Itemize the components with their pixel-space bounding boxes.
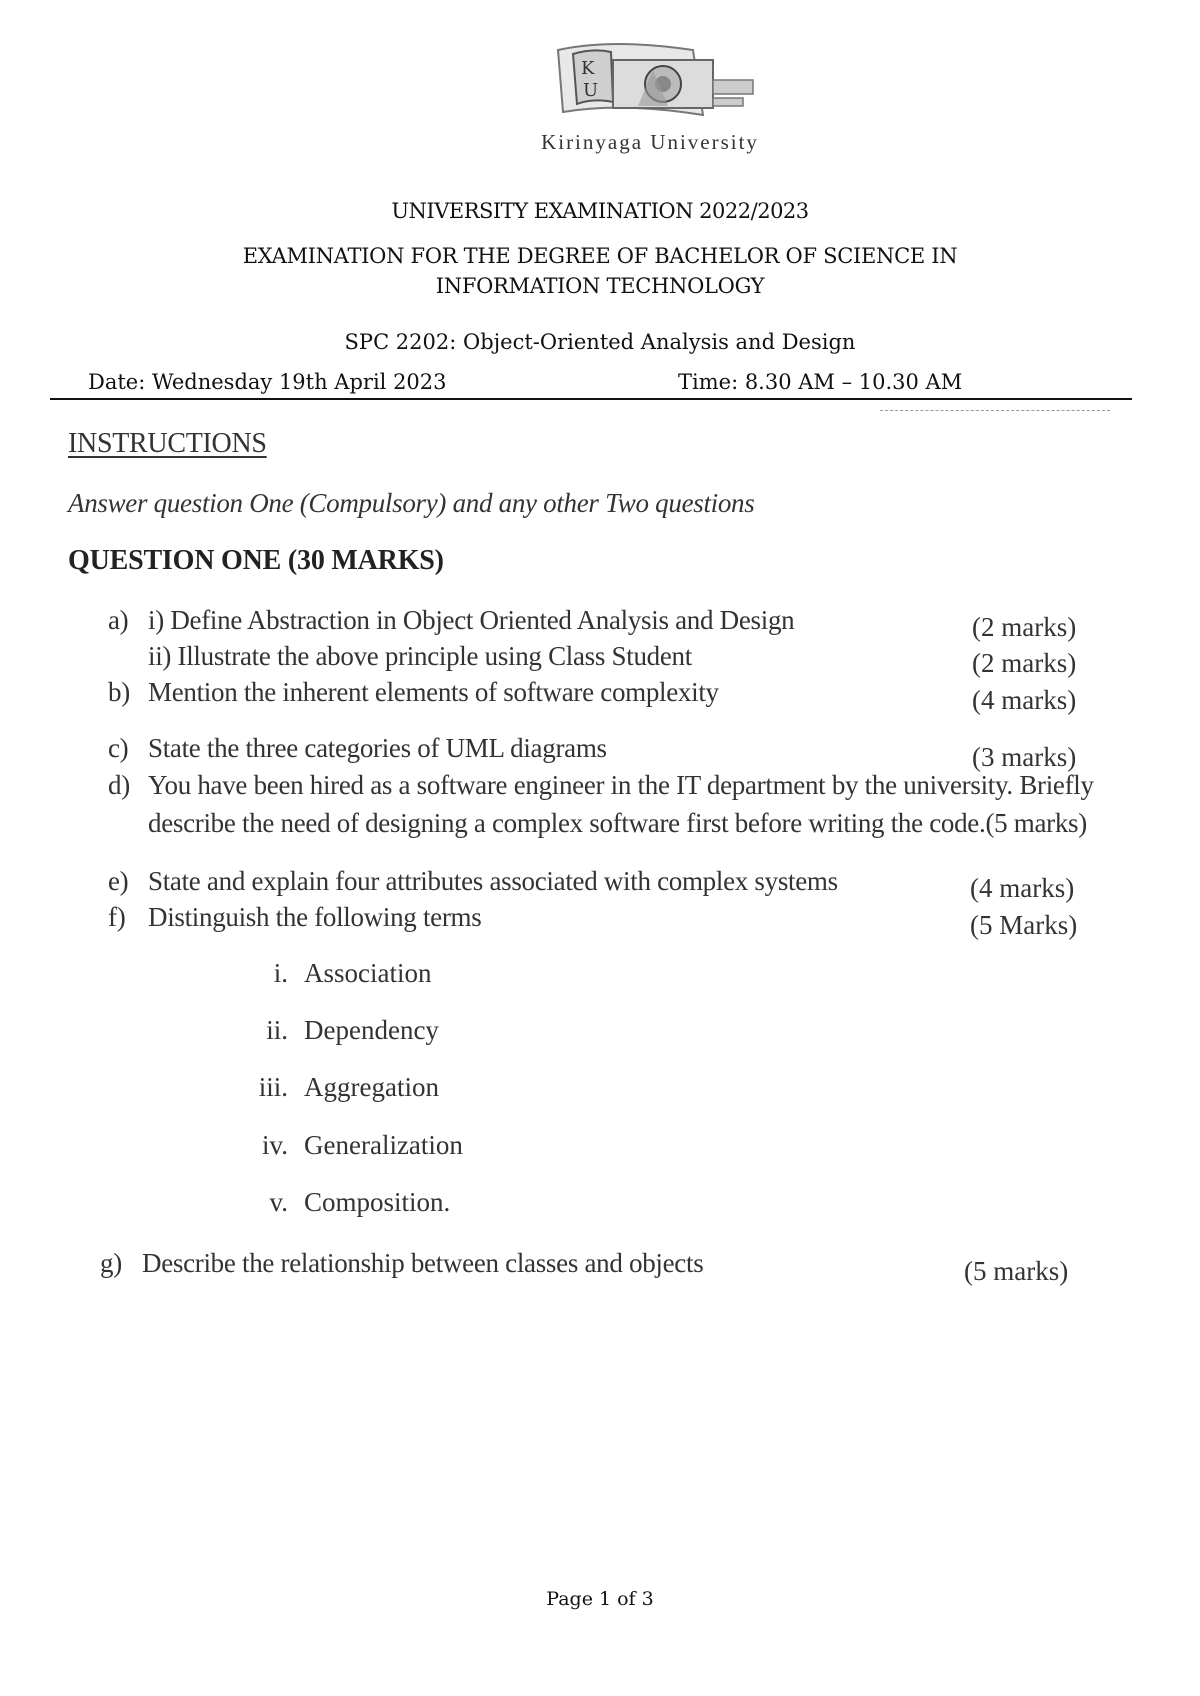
question-label: g) bbox=[100, 1248, 122, 1278]
question-text: Describe the relationship between classes and objects bbox=[142, 1248, 704, 1278]
marks-label: (2 marks) bbox=[972, 648, 1077, 678]
question-label: d) bbox=[108, 770, 130, 800]
term-number: iii. bbox=[258, 1072, 288, 1102]
term-item bbox=[246, 1130, 463, 1161]
question-text: State the three categories of UML diagrams bbox=[148, 733, 607, 763]
question-label: c) bbox=[108, 733, 129, 763]
term-text: Composition. bbox=[304, 1187, 451, 1217]
term-item bbox=[246, 1072, 439, 1103]
marks-label: (4 marks) bbox=[972, 685, 1077, 715]
exam-time: Time: 8.30 AM – 10.30 AM bbox=[678, 370, 963, 394]
question-label: e) bbox=[108, 866, 129, 896]
marks-label: (5 Marks) bbox=[970, 910, 1078, 940]
term-text: Aggregation bbox=[304, 1072, 439, 1102]
question-text: State and explain four attributes associated with complex systems bbox=[148, 866, 838, 896]
question-label: f) bbox=[108, 902, 126, 932]
term-item bbox=[246, 1015, 439, 1046]
question-text: Mention the inherent elements of software complexity bbox=[148, 677, 719, 707]
term-text: Generalization bbox=[304, 1130, 463, 1160]
exam-title: UNIVERSITY EXAMINATION 2022/2023 bbox=[391, 199, 809, 223]
marks-label: (2 marks) bbox=[972, 612, 1077, 642]
marks-label: (3 marks) bbox=[972, 742, 1077, 772]
instructions-heading: INSTRUCTIONS bbox=[68, 428, 267, 459]
question-text-line1: You have been hired as a software engineer in the IT department by the university. Briefly bbox=[148, 770, 1094, 800]
exam-date: Date: Wednesday 19th April 2023 bbox=[88, 370, 447, 394]
kirinyaga-university-crest-icon bbox=[553, 40, 783, 122]
question-label: b) bbox=[108, 677, 130, 707]
term-text: Association bbox=[304, 958, 432, 988]
page-number: Page 1 of 3 bbox=[546, 1588, 654, 1610]
term-item bbox=[246, 958, 432, 989]
term-number: i. bbox=[273, 958, 288, 988]
term-number: v. bbox=[269, 1187, 288, 1217]
question-label: a) bbox=[108, 605, 129, 635]
degree-title-line2: INFORMATION TECHNOLOGY bbox=[435, 274, 765, 298]
degree-title-line1: EXAMINATION FOR THE DEGREE OF BACHELOR OF SCIENCE IN bbox=[242, 244, 958, 268]
term-number: ii. bbox=[266, 1015, 288, 1045]
term-number: iv. bbox=[262, 1130, 288, 1160]
question-text-line2: describe the need of designing a complex software first before writing the code.(5 marks) bbox=[148, 808, 1087, 838]
question-one-heading: QUESTION ONE (30 MARKS) bbox=[68, 545, 444, 576]
question-text: ii) Illustrate the above principle using Class Student bbox=[148, 641, 692, 671]
dashed-divider bbox=[880, 410, 1110, 411]
header-divider bbox=[50, 398, 1132, 400]
marks-label: (4 marks) bbox=[970, 873, 1075, 903]
marks-label: (5 marks) bbox=[964, 1256, 1069, 1286]
university-name: Kirinyaga University bbox=[541, 130, 759, 154]
instructions-text: Answer question One (Compulsory) and any other Two questions bbox=[68, 488, 755, 518]
term-text: Dependency bbox=[304, 1015, 439, 1045]
svg-text:U: U bbox=[583, 80, 599, 101]
question-text: i) Define Abstraction in Object Oriented Analysis and Design bbox=[148, 605, 795, 635]
question-text: Distinguish the following terms bbox=[148, 902, 482, 932]
svg-text:K: K bbox=[581, 58, 595, 79]
course-title: SPC 2202: Object-Oriented Analysis and Design bbox=[344, 330, 856, 354]
term-item bbox=[246, 1187, 450, 1218]
